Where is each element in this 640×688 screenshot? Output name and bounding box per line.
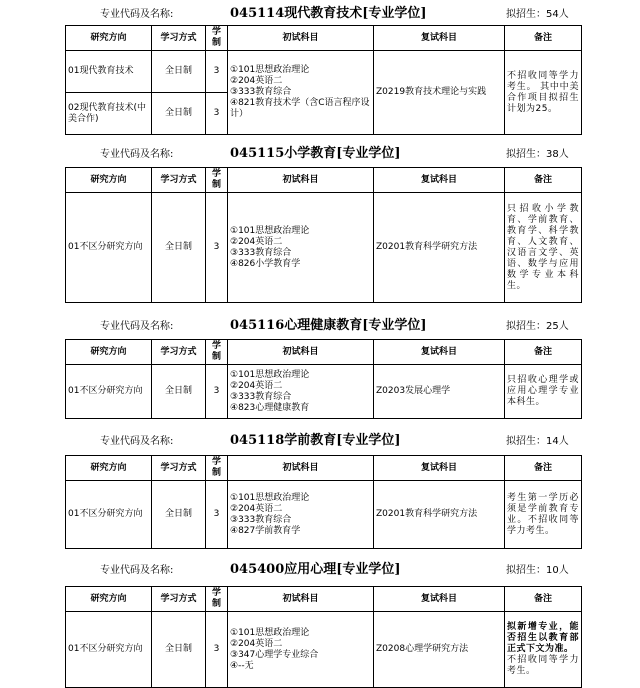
prelim-subject: ②204英语二	[230, 380, 283, 391]
enrollment-quota: 拟招生：10人	[506, 565, 569, 576]
header-direction: 研究方向	[66, 587, 152, 612]
header-years: 学制	[206, 340, 228, 365]
prelim-subject: ③333教育综合	[230, 391, 292, 402]
enrollment-quota: 拟招生：38人	[506, 149, 569, 160]
note-text: 不招收同等学力考生。	[507, 655, 579, 676]
enrollment-quota: 拟招生：25人	[506, 321, 569, 332]
header-mode: 学习方式	[152, 587, 206, 612]
section-header	[0, 2, 640, 22]
years-cell: 3	[206, 51, 228, 93]
note-cell: 考生第一学历必须是学前教育专业。不招收同等学力考生。	[505, 481, 582, 549]
header-mode: 学习方式	[152, 340, 206, 365]
program-table	[65, 25, 582, 135]
retest-cell: Z0203发展心理学	[374, 365, 505, 419]
mode-cell: 全日制	[152, 365, 206, 419]
section-header	[0, 314, 640, 334]
prelim-subject: ②204英语二	[230, 503, 283, 514]
code-label: 专业代码及名称:	[100, 565, 174, 576]
direction-cell: 01不区分研究方向	[66, 193, 152, 303]
header-prelim: 初试科目	[228, 587, 374, 612]
prelim-subject: ②204英语二	[230, 236, 283, 247]
program-table	[65, 167, 582, 303]
header-note: 备注	[505, 456, 582, 481]
code-label: 专业代码及名称:	[100, 436, 174, 447]
direction-cell: 01现代教育技术	[66, 51, 152, 93]
header-years: 学制	[206, 587, 228, 612]
prelim-subject: ③333教育综合	[230, 514, 292, 525]
program-title: 045114现代教育技术[专业学位]	[230, 6, 427, 21]
prelim-cell	[228, 193, 374, 303]
prelim-subject: ③347心理学专业综合	[230, 649, 319, 660]
program-title: 045118学前教育[专业学位]	[230, 433, 401, 448]
direction-cell: 01不区分研究方向	[66, 612, 152, 688]
prelim-subject: ①101思想政治理论	[230, 225, 310, 236]
header-note: 备注	[505, 340, 582, 365]
header-prelim: 初试科目	[228, 26, 374, 51]
enrollment-quota: 拟招生：54人	[506, 9, 569, 20]
prelim-subject: ②204英语二	[230, 76, 283, 86]
program-title: 045116心理健康教育[专业学位]	[230, 318, 427, 333]
header-years: 学制	[206, 168, 228, 193]
prelim-subject: ②204英语二	[230, 638, 283, 649]
header-mode: 学习方式	[152, 168, 206, 193]
header-note: 备注	[505, 26, 582, 51]
years-cell: 3	[206, 365, 228, 419]
program-table	[65, 586, 582, 688]
note-cell: 只招收小学教育、学前教育、教育学、科学教育、人文教育、汉语言文学、英语、数学与应用数学专业本科生。	[505, 193, 582, 303]
header-mode: 学习方式	[152, 456, 206, 481]
note-cell: 不招收同等学力考生。 其中中美合作项目拟招生计划为25。	[505, 51, 582, 135]
prelim-cell	[228, 481, 374, 549]
prelim-cell	[228, 612, 374, 688]
prelim-subject: ④826小学教育学	[230, 258, 301, 269]
note-bold-text: 拟新增专业，能否招生以教育部正式下文为准。	[507, 622, 579, 654]
header-direction: 研究方向	[66, 456, 152, 481]
header-prelim: 初试科目	[228, 340, 374, 365]
mode-cell: 全日制	[152, 612, 206, 688]
code-label: 专业代码及名称:	[100, 321, 174, 332]
prelim-subject: ①101思想政治理论	[230, 492, 310, 503]
header-retest: 复试科目	[374, 587, 505, 612]
program-title: 045400应用心理[专业学位]	[230, 562, 401, 577]
note-cell: 只招收心理学或应用心理学专业本科生。	[505, 365, 582, 419]
note-cell	[505, 612, 582, 688]
mode-cell: 全日制	[152, 481, 206, 549]
header-retest: 复试科目	[374, 26, 505, 51]
program-table	[65, 455, 582, 549]
prelim-subject: ③333教育综合	[230, 247, 292, 258]
code-label: 专业代码及名称:	[100, 149, 174, 160]
prelim-subject: ①101思想政治理论	[230, 65, 310, 75]
header-direction: 研究方向	[66, 168, 152, 193]
header-direction: 研究方向	[66, 340, 152, 365]
header-note: 备注	[505, 587, 582, 612]
prelim-subject: ③333教育综合	[230, 87, 292, 97]
prelim-subject: ④827学前教育学	[230, 525, 301, 536]
header-note: 备注	[505, 168, 582, 193]
retest-cell: Z0201教育科学研究方法	[374, 193, 505, 303]
header-mode: 学习方式	[152, 26, 206, 51]
header-years: 学制	[206, 456, 228, 481]
section-header	[0, 429, 640, 449]
mode-cell: 全日制	[152, 193, 206, 303]
header-direction: 研究方向	[66, 26, 152, 51]
mode-cell: 全日制	[152, 93, 206, 135]
retest-cell: Z0201教育科学研究方法	[374, 481, 505, 549]
prelim-subject: ④823心理健康教育	[230, 402, 310, 413]
header-prelim: 初试科目	[228, 456, 374, 481]
prelim-cell	[228, 51, 374, 135]
mode-cell: 全日制	[152, 51, 206, 93]
prelim-subject: ①101思想政治理论	[230, 627, 310, 638]
years-cell: 3	[206, 193, 228, 303]
retest-cell: Z0219教育技术理论与实践	[374, 51, 505, 135]
prelim-subject: ④--无	[230, 660, 254, 671]
enrollment-quota: 拟招生：14人	[506, 436, 569, 447]
years-cell: 3	[206, 481, 228, 549]
code-label: 专业代码及名称:	[100, 9, 174, 20]
header-prelim: 初试科目	[228, 168, 374, 193]
program-title: 045115小学教育[专业学位]	[230, 146, 401, 161]
section-header	[0, 142, 640, 162]
program-table	[65, 339, 582, 419]
prelim-subject: ④821教育技术学（含C语言程序设计）	[230, 98, 370, 119]
prelim-cell	[228, 365, 374, 419]
direction-cell: 01不区分研究方向	[66, 481, 152, 549]
years-cell: 3	[206, 612, 228, 688]
retest-cell: Z0208心理学研究方法	[374, 612, 505, 688]
prelim-subject: ①101思想政治理论	[230, 369, 310, 380]
years-cell: 3	[206, 93, 228, 135]
header-retest: 复试科目	[374, 340, 505, 365]
direction-cell: 01不区分研究方向	[66, 365, 152, 419]
section-header	[0, 558, 640, 578]
direction-cell: 02现代教育技术(中美合作)	[66, 93, 152, 135]
header-years: 学制	[206, 26, 228, 51]
header-retest: 复试科目	[374, 168, 505, 193]
header-retest: 复试科目	[374, 456, 505, 481]
